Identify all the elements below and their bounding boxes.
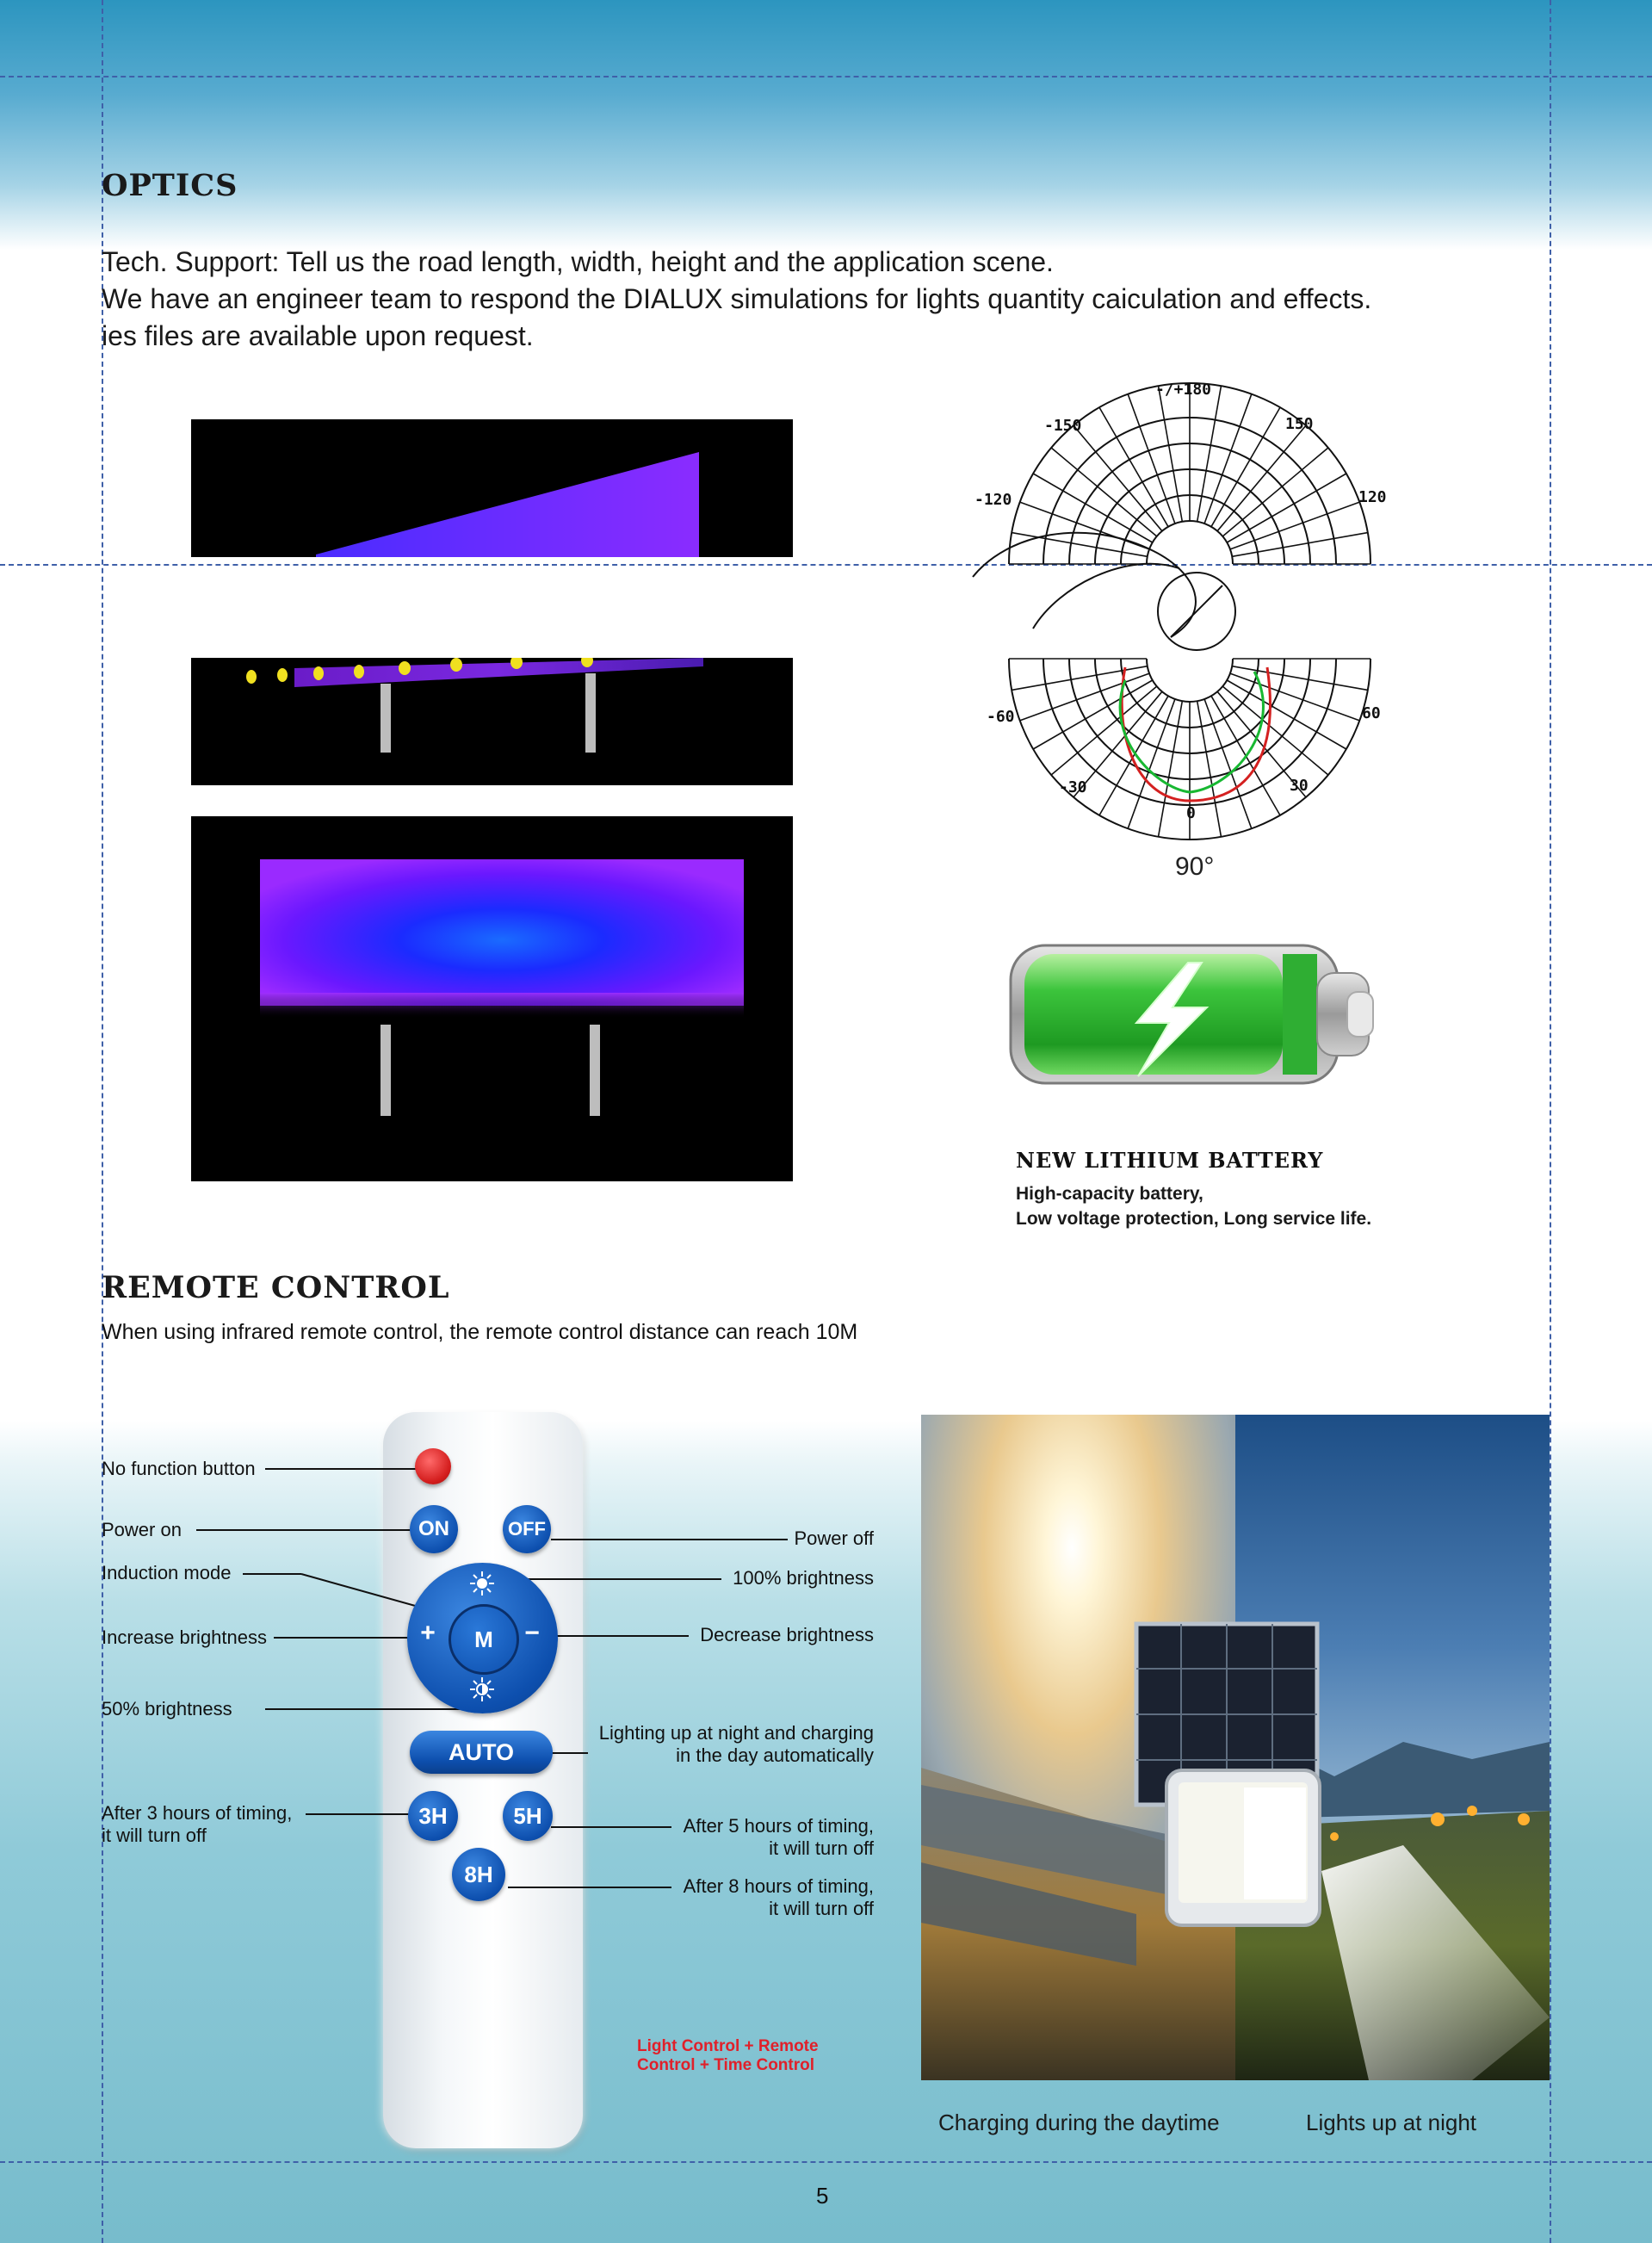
optics-line: Tech. Support: Tell us the road length, width, height and the application scene. [102, 246, 1054, 277]
induction-mode-button[interactable]: M [449, 1604, 519, 1675]
callout-line: it will turn off [769, 1898, 874, 1919]
optics-line: We have an engineer team to respond the DIALUX simulations for lights quantity caiculation and effects. [102, 283, 1372, 314]
half-brightness-button[interactable] [467, 1675, 497, 1704]
callout-full-brightness: 100% brightness [733, 1567, 874, 1589]
polar-angle-label: -30 [1059, 778, 1087, 796]
polar-angle-label: -120 [974, 491, 1012, 509]
polar-angle-label: 0 [1186, 804, 1196, 822]
polar-angle-label: 120 [1358, 488, 1387, 506]
callout-no-function: No function button [102, 1458, 256, 1479]
day-night-product-photo [921, 1415, 1550, 2080]
polar-angle-label: -150 [1044, 417, 1082, 435]
callout-line: in the day automatically [676, 1744, 874, 1766]
timer-8h-button[interactable]: 8H [452, 1848, 505, 1901]
caption-daytime: Charging during the daytime [938, 2110, 1220, 2135]
callout-power-off: Power off [794, 1527, 874, 1549]
callout-line: After 5 hours of timing, [683, 1815, 874, 1837]
no-function-button[interactable] [415, 1448, 451, 1484]
battery-line: High-capacity battery, [1016, 1184, 1203, 1204]
optics-line: ies files are available upon request. [102, 320, 534, 351]
callout-timer-8h [654, 1875, 874, 1920]
remote-subtitle: When using infrared remote control, the remote control distance can reach 10M [102, 1320, 858, 1344]
battery-heading: NEW LITHIUM BATTERY [1016, 1148, 1324, 1173]
callout-induction-mode: Induction mode [102, 1562, 232, 1583]
on-button[interactable]: ON [410, 1505, 458, 1553]
control-modes-note [637, 2037, 819, 2075]
sun-full-icon [467, 1569, 497, 1598]
callout-timer-5h [654, 1815, 874, 1860]
callout-line: it will turn off [769, 1837, 874, 1859]
callout-line: it will turn off [102, 1825, 207, 1846]
polar-angle-label: 60 [1362, 704, 1381, 722]
optics-heading: OPTICS [102, 168, 238, 203]
callout-auto [568, 1722, 874, 1767]
callout-power-on: Power on [102, 1519, 182, 1540]
polar-angle-label: -/+180 [1155, 381, 1212, 399]
timer-5h-button[interactable]: 5H [503, 1791, 553, 1841]
control-note-line: Light Control + Remote [637, 2037, 819, 2055]
remote-heading: REMOTE CONTROL [102, 1270, 450, 1305]
polar-angle-label: 150 [1285, 415, 1314, 433]
decrease-brightness-button[interactable]: − [524, 1619, 540, 1647]
caption-night: Lights up at night [1306, 2110, 1477, 2135]
increase-brightness-button[interactable]: + [420, 1619, 436, 1647]
full-brightness-button[interactable] [467, 1569, 497, 1598]
battery-line: Low voltage protection, Long service life. [1016, 1209, 1372, 1229]
off-button[interactable]: OFF [503, 1505, 551, 1553]
callout-line: Lighting up at night and charging [598, 1722, 874, 1744]
callout-decrease-brightness: Decrease brightness [700, 1624, 874, 1645]
polar-angle-label: -60 [987, 708, 1015, 726]
beam-angle-label: 90° [1175, 852, 1215, 881]
auto-button[interactable]: AUTO [410, 1731, 553, 1774]
callout-half-brightness: 50% brightness [102, 1698, 232, 1719]
control-note-line: Control + Time Control [637, 2056, 815, 2074]
callout-line: After 3 hours of timing, [102, 1802, 293, 1824]
polar-angle-label: 30 [1290, 777, 1309, 795]
page-number: 5 [816, 2183, 829, 2209]
callout-line: After 8 hours of timing, [683, 1875, 874, 1897]
timer-3h-button[interactable]: 3H [408, 1791, 458, 1841]
callout-increase-brightness: Increase brightness [102, 1626, 267, 1648]
sun-half-icon [467, 1675, 497, 1704]
callout-timer-3h [102, 1802, 292, 1847]
solar-flood-light-scene [921, 1415, 1550, 2080]
